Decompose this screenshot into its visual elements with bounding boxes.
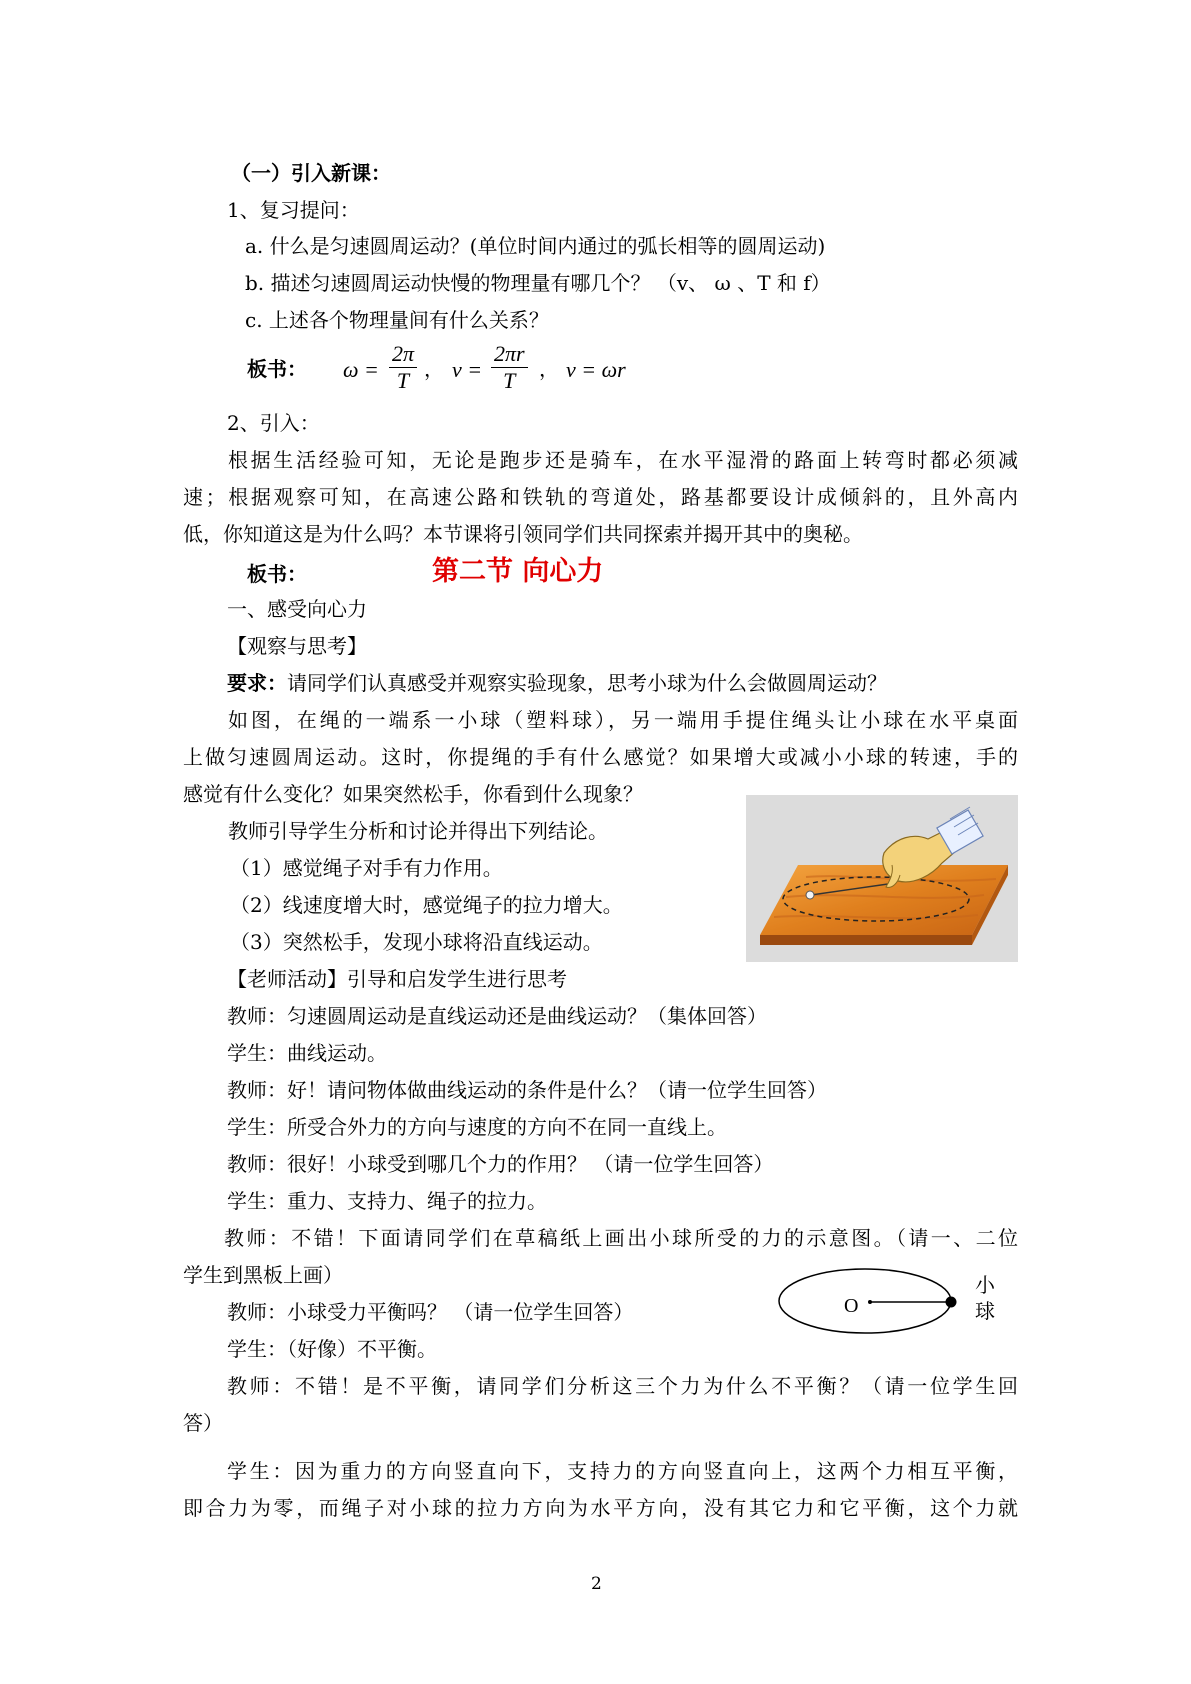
feel-paragraph-line: 上做匀速圆周运动。这时，你提绳的手有什么感觉？如果增大或减小小球的转速，手的: [183, 745, 1018, 769]
board-label: 板书：: [247, 357, 307, 381]
dialogue-line: 教师：不错！下面请同学们在草稿纸上画出小球所受的力的示意图。（请一、二位: [224, 1226, 1018, 1250]
section-heading-intro: （一）引入新课：: [231, 161, 391, 185]
dialogue-line: 教师：不错！是不平衡，请同学们分析这三个力为什么不平衡？（请一位学生回: [227, 1374, 1018, 1398]
dialogue-line: 答）: [183, 1411, 223, 1435]
feel-title: 一、感受向心力: [227, 597, 367, 621]
guide-text: 教师引导学生分析和讨论并得出下列结论。: [228, 819, 608, 843]
dialogue-line: 学生：重力、支持力、绳子的拉力。: [227, 1189, 547, 1213]
dialogue-line: 学生：因为重力的方向竖直向下，支持力的方向竖直向上，这两个力相互平衡，: [227, 1459, 1018, 1483]
ball-dot: [946, 1297, 957, 1308]
experiment-illustration: [746, 795, 1018, 962]
activity-label: 【老师活动】引导和启发学生进行思考: [227, 967, 567, 991]
dialogue-line: 教师：很好！小球受到哪几个力的作用？ （请一位学生回答）: [227, 1152, 774, 1176]
dialogue-line: 学生：（好像）不平衡。: [227, 1337, 437, 1361]
formula-v: v =: [452, 357, 483, 382]
lead-title: 2、引入：: [227, 411, 320, 435]
wooden-board: [760, 865, 1008, 945]
formula-v-omega-r: v = ωr: [566, 357, 626, 382]
review-title: 1、复习提问：: [227, 198, 360, 222]
fraction-2pi-over-T: [389, 342, 417, 393]
fraction-numerator: 2πr: [491, 342, 528, 368]
feel-paragraph-line: 如图，在绳的一端系一小球（塑料球），另一端用手提住绳头让小球在水平桌面: [228, 708, 1018, 732]
question-a: a. 什么是匀速圆周运动？(单位时间内通过的弧长相等的圆周运动): [245, 234, 826, 258]
fraction-2pir-over-T: [491, 342, 528, 393]
fraction-denominator: T: [396, 368, 410, 393]
board-label-2: 板书：: [247, 562, 307, 586]
dialogue-line: 学生：曲线运动。: [227, 1041, 387, 1065]
observe-label: 【观察与思考】: [227, 634, 367, 658]
dialogue-line: 教师：匀速圆周运动是直线运动还是曲线运动？（集体回答）: [227, 1004, 767, 1028]
dialogue-line: 教师：好！请问物体做曲线运动的条件是什么？（请一位学生回答）: [227, 1078, 827, 1102]
conclusion-1: （1）感觉绳子对手有力作用。: [230, 856, 503, 880]
dialogue-line: 学生到黑板上画）: [183, 1263, 343, 1287]
conclusion-2: （2）线速度增大时，感觉绳子的拉力增大。: [230, 893, 623, 917]
requirement-text: 请同学们认真感受并观察实验现象，思考小球为什么会做圆周运动？: [287, 671, 887, 695]
ball-label: 小: [975, 1273, 995, 1297]
center-label: O: [844, 1295, 859, 1317]
lead-paragraph-line: 低，你知道这是为什么吗？本节课将引领同学们共同探索并揭开其中的奥秘。: [183, 522, 863, 546]
dialogue-line: 学生：所受合外力的方向与速度的方向不在同一直线上。: [227, 1115, 727, 1139]
requirement-label: 要求：: [227, 671, 287, 695]
ball-label: 球: [975, 1299, 995, 1323]
feel-paragraph-line: 感觉有什么变化？如果突然松手，你看到什么现象？: [183, 782, 643, 806]
lead-paragraph-line: 根据生活经验可知，无论是跑步还是骑车，在水平湿滑的路面上转弯时都必须减: [228, 448, 1018, 472]
dialogue-line: 教师：小球受力平衡吗？ （请一位学生回答）: [227, 1300, 634, 1324]
question-c: c. 上述各个物理量间有什么关系？: [245, 308, 549, 332]
lead-paragraph-line: 速；根据观察可知，在高速公路和铁轨的弯道处，路基都要设计成倾斜的，且外高内: [183, 485, 1018, 509]
formula-separator: ，: [424, 357, 444, 381]
conclusion-3: （3）突然松手，发现小球将沿直线运动。: [230, 930, 603, 954]
orbit-diagram: [775, 1265, 1015, 1337]
fraction-denominator: T: [503, 368, 516, 393]
ball-icon: [806, 891, 814, 899]
fraction-numerator: 2π: [389, 342, 417, 368]
formula-omega: ω =: [343, 357, 379, 382]
orbit-ellipse: [779, 1269, 951, 1333]
question-b: b. 描述匀速圆周运动快慢的物理量有哪几个？ （v、 ω 、T 和 f）: [245, 271, 831, 295]
experiment-drawing: [746, 795, 1018, 962]
dialogue-line: 即合力为零，而绳子对小球的拉力方向为水平方向，没有其它力和它平衡，这个力就: [183, 1496, 1018, 1520]
requirement: [227, 670, 887, 696]
section-title: 第二节 向心力: [432, 556, 604, 587]
formula-separator: ，: [539, 357, 559, 381]
page-number: 2: [591, 1574, 602, 1594]
